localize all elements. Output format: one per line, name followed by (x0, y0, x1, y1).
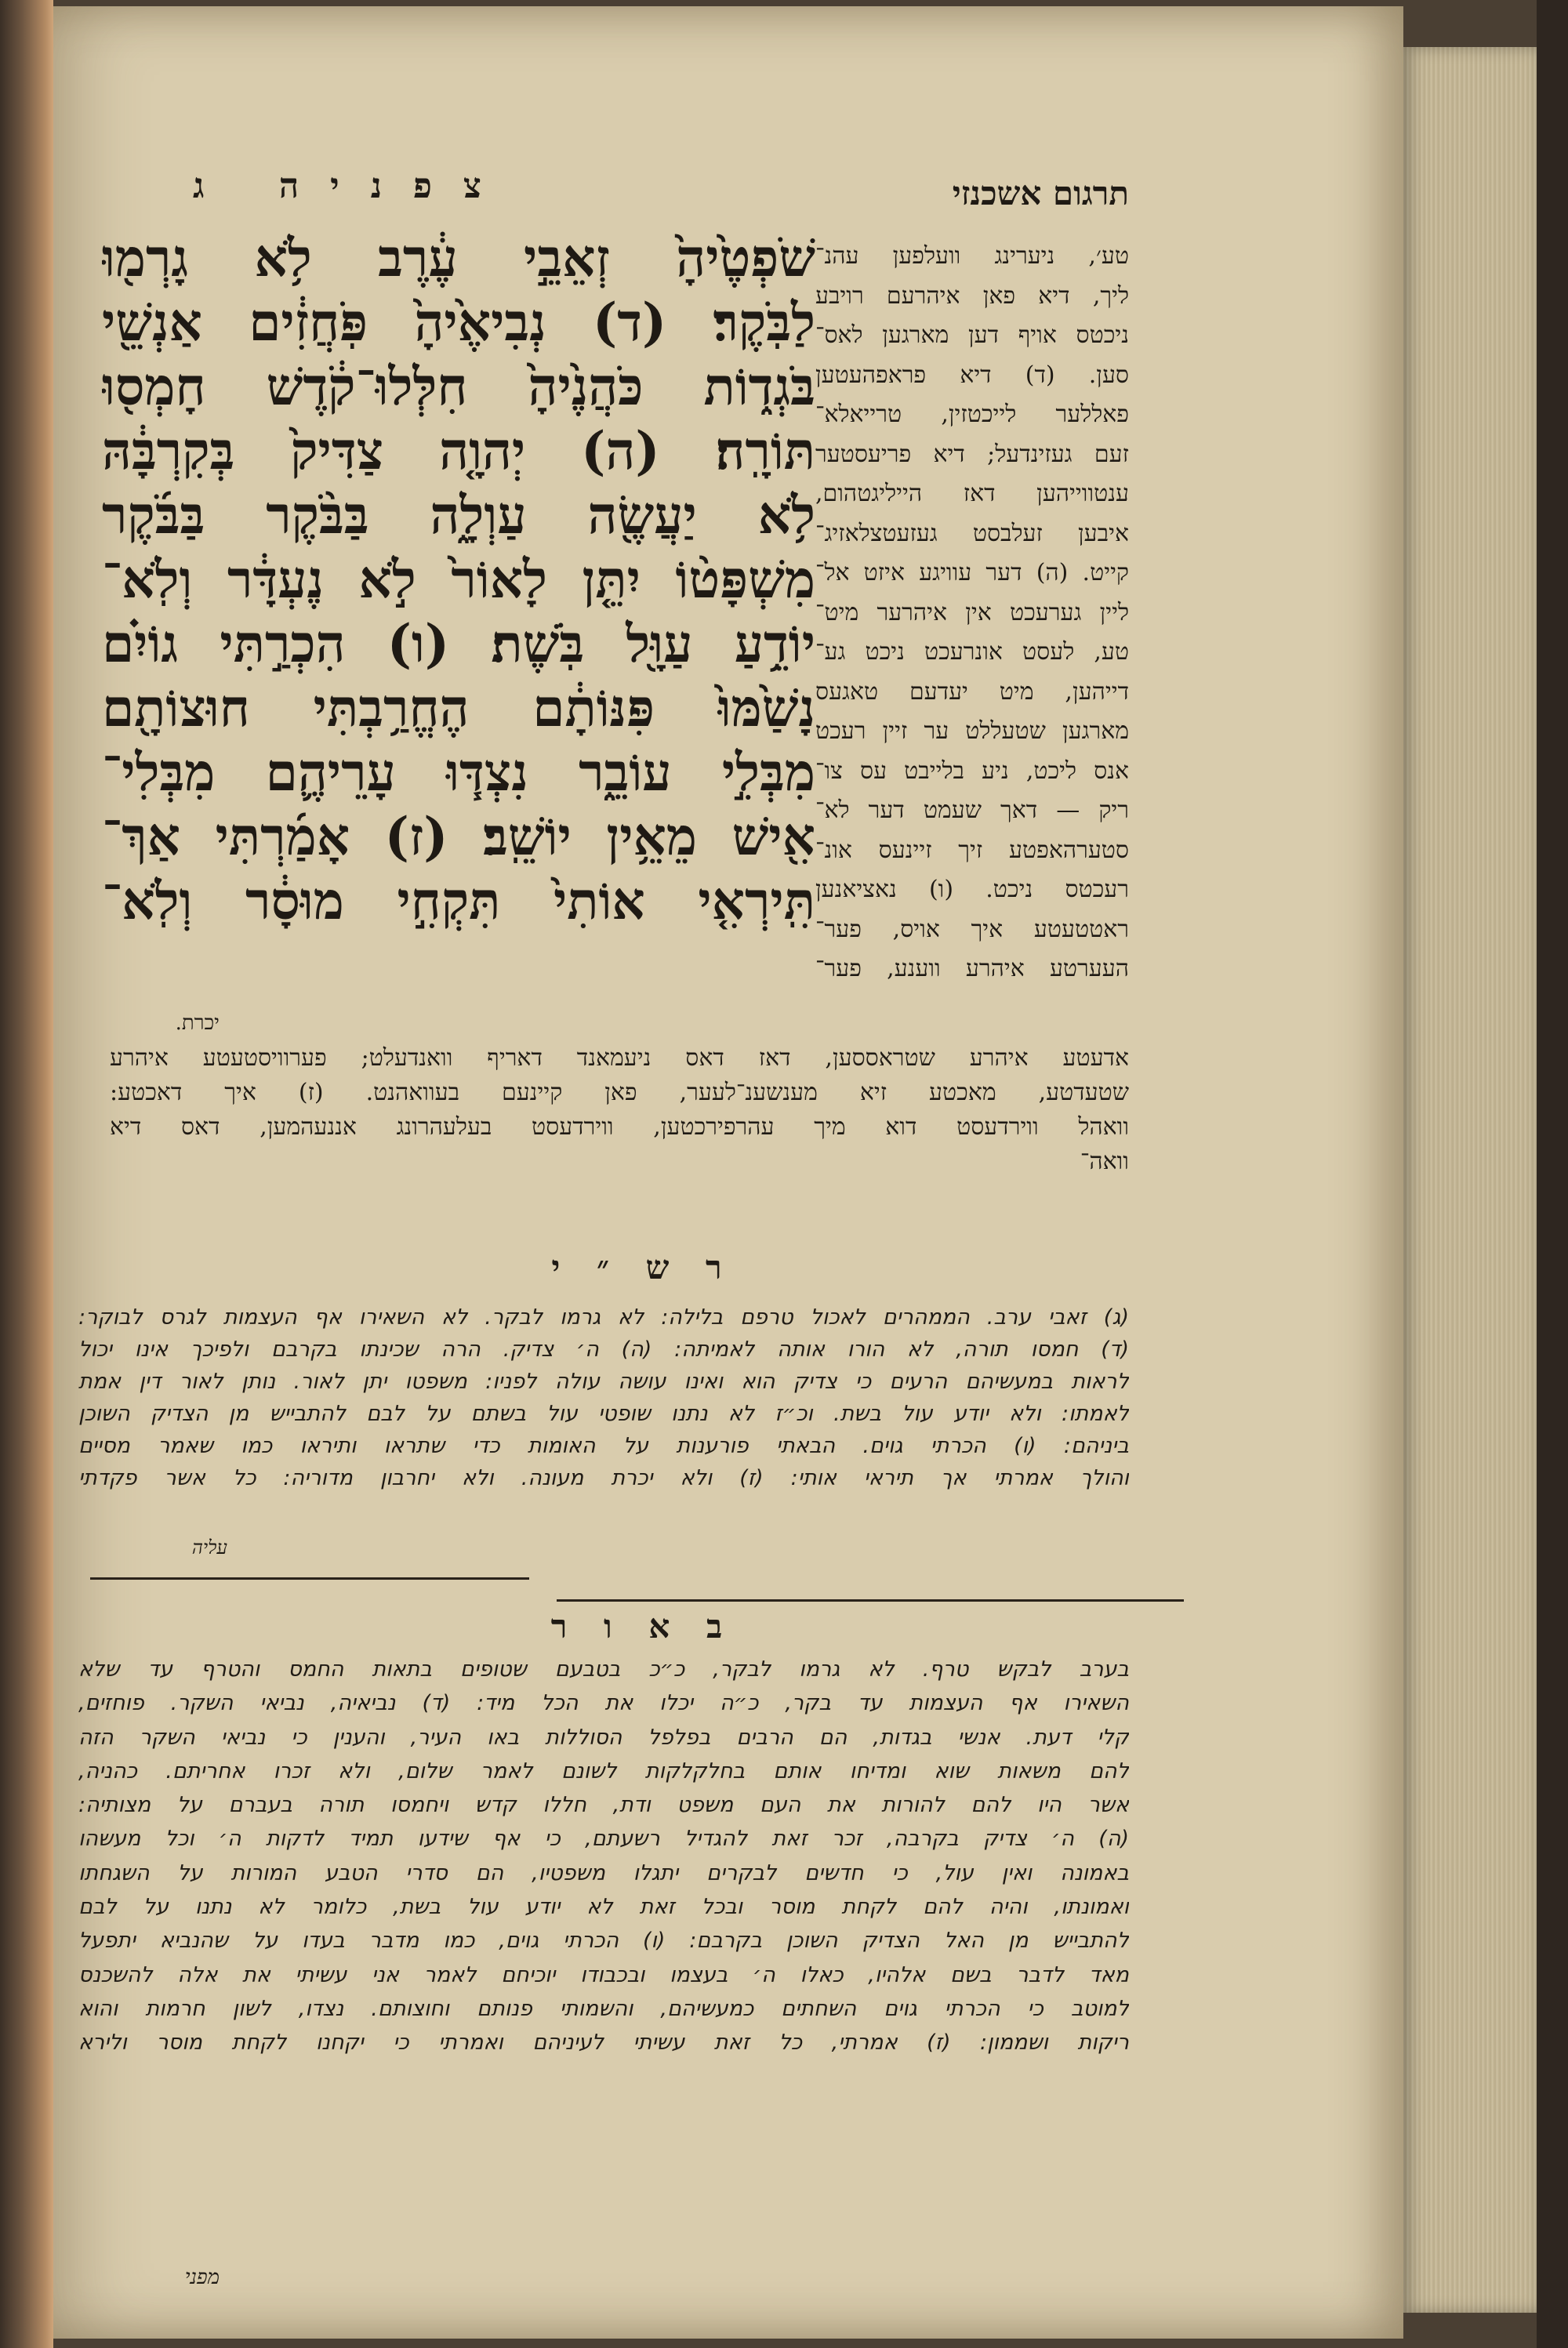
rashi-commentary (78, 1301, 1129, 1494)
book-cover-edge (1537, 0, 1568, 2348)
biur-line: (ה) ה׳ צדיק בקרבה, זכר זאת להגדיל רשעתם, כי אף שידעו תמיד לדקות ה׳ וכל מעשהו (78, 1827, 1129, 1852)
biur-line: בערב לבקש טרף. לא גרמו לבקר, כ״כ בטבעם שטופים בתאות החמס והטרף עד שלא (78, 1657, 1129, 1682)
biblical-line: לַבֹּֽקֶר׃ (ד) נְבִיאֶ֙יהָ֙ פֹּֽחֲזִ֔ים אַנְשֵׁ֖י (102, 292, 815, 353)
running-head-translation: תרגום אשכנזי (952, 174, 1129, 212)
biblical-line: נָשַׁ֙מּוּ֙ פִּנּוֹתָ֔ם הֶחֱרַ֥בְתִּי חוּצוֹתָ֖ם (102, 677, 815, 739)
translation-line: סטערהאפטע זיך זיינעס אונ־ (815, 836, 1129, 864)
translation-full-width (110, 1041, 1129, 1179)
translation-line: אנס ליכט, ניע בלייבט עס צו־ (815, 757, 1129, 785)
biblical-line: תִּֽירְאִ֤י אוֹתִי֙ תִּקְחִ֣י מוּסָ֔ר וְלֹֽא־ (102, 870, 815, 931)
translation-line: ניכטס אויף דען מארגען לאס־ (815, 321, 1129, 349)
translation-line: טע׳, ניערינג וועלפען עהנ־ (815, 242, 1129, 270)
translation-line: רעכטס ניכט. (ו) נאציאנען (815, 876, 1129, 903)
biblical-catchword: יכרת. (175, 1011, 220, 1035)
biur-line: אשר היו להם להורות את העם משפט ודת, חללו קדש ויחמסו תורה בעברם על מצותיה: (78, 1793, 1129, 1818)
translation-line: קייט. (ה) דער עוויגע איזט אל־ (815, 559, 1129, 586)
page-edges (1403, 47, 1537, 2313)
translation-line: טע, לעסט אונרעכט ניכט גע־ (815, 638, 1129, 666)
rashi-line: לראות במעשיהם הרעים כי צדיק הוא ואינו עושה עולה לפניו: משפטו יתן לאור. נותן לאור דין אמת (78, 1370, 1129, 1394)
translation-line: העערטע איהרע ווענע, פער־ (815, 955, 1129, 982)
biblical-line: אִ֖ישׁ מֵאֵ֥ין יוֹשֵֽׁב׃ (ז) אָמַ֜רְתִּי אַךְ־ (102, 806, 815, 867)
rashi-line: (ד) חמסו תורה, לא הורו אותה לאמיתה: (ה) ה׳ צדיק. הרה שכינתו בקרבם ולפיכך אינו יכול (78, 1337, 1129, 1362)
biblical-line: תּוֹרָֽה׃ (ה) יְהוָ֤ה צַדִּיק֙ בְּקִרְבָּ֔הּ (102, 420, 815, 481)
biblical-line: מִבְּלִ֣י עוֹבֵ֑ר נִצְדּ֧וּ עָרֵיהֶ֛ם מִבְּלִי־ (102, 742, 815, 803)
translation-line: סען. (ד) דיא פראפהעטען (815, 361, 1129, 389)
biblical-line: שֹׁפְטֶ֙יהָ֙ זְאֵבֵ֣י עֶ֔רֶב לֹ֥א גָרְמ֖וּ (102, 227, 815, 289)
biur-line: באמונה ואין עול, כי חדשים לבקרים יתגלו משפטיו, הם סדרי הטבע המורות על השגחתו (78, 1860, 1129, 1885)
biblical-line: יוֹדֵ֥עַ עַוָּ֖ל בֹּֽשֶׁת׃ (ו) הִכְרַ֣תִּי גוֹיִ֗ם (102, 613, 815, 674)
biblical-line: מִשְׁפָּט֨וֹ יִתֵּ֤ן לָאוֹר֙ לֹ֣א נֶעְדָּ֔ר וְלֹֽא־ (102, 549, 815, 610)
biblical-line: לֹ֥א יַעֲשֶׂ֖ה עַוְלָ֑ה בַּבֹּ֨קֶר בַּבֹּ֜קֶר (102, 484, 815, 546)
biur-line: למוטב כי הכרתי גוים השחתים כמעשיהם, והשמותי פנותם וחוצותם. נצדו, לשון חרמות והוא (78, 1996, 1129, 2021)
biblical-text-column (102, 226, 815, 933)
rashi-line: ביניהם: (ו) הכרתי גוים. הבאתי פורענות על האומות כדי שתראו ותיראו כמו שאמר מסיים (78, 1434, 1129, 1458)
translation-line: וואה־ (1080, 1148, 1129, 1175)
translation-line: ליך, דיא פאן איהרעם רויבע (815, 281, 1129, 310)
biur-line: ואמונתו, והיה להם לקחת מוסר ובכל זאת לא יודע עול בשת, כלומר לא נתנו על לבם (78, 1895, 1129, 1920)
divider-rule (90, 1577, 529, 1580)
biur-line: ריקות ושממון: (ז) אמרתי, כל זאת עשיתי לעיניהם ואמרתי כי יקחנו לקחת מוסר ולירא (78, 2030, 1129, 2056)
translation-line: ראטטעטע איך אויס, פער־ (815, 915, 1129, 943)
translation-line: פאללער לייכטזין, טרייאלא־ (815, 401, 1129, 428)
translation-line: שטעדטע, מאכטע זיא מענשענ־לעער, פאן קיינעם בעוואהנט. (ז) איך דאכטע: (110, 1079, 1129, 1106)
translation-line: איבען זעלבסט געזעטצלאזיג־ (815, 519, 1129, 547)
rashi-heading: ר ש ״ י (551, 1248, 735, 1287)
translation-line: וואהל ווירדעסט דוא מיך עהרפירכטען, ווירדעסט בעלעהרונג אננעהמען, דאס דיא (110, 1113, 1129, 1141)
translation-line: ענטווייהען דאז הייליגטהום, (815, 480, 1129, 507)
biur-line: מאד לדבר בשם אלהיו, כאלו ה׳ בעצמו ובכבודו יוכיחם לאמר אני עשיתי את אלה להשכנס (78, 1962, 1129, 1987)
translation-line: אדעטע איהרע שטראססען, דאז דאס ניעמאנד דאריף וואנדעלט; פערוויסטעטע איהרע (110, 1044, 1129, 1072)
biur-line: השאירו אף העצמות עד בקר, כ״ה יכלו את הכל מיד: (ד) נביאיה, נביאי השקר. פוחזים, (78, 1691, 1129, 1716)
translation-line: ריק — דאך שעמט דער לא־ (815, 797, 1129, 824)
running-head-book: צפניה ג (193, 166, 513, 206)
rashi-line: (ג) זאבי ערב. הממהרים לאכול טרפם בלילה: לא גרמו לבקר. לא השאירו אף העצמות לגרס לבוקר: (78, 1305, 1129, 1330)
translation-line: דייהען, מיט יעדעם טאגעס (815, 677, 1129, 706)
book-spine-left (0, 0, 53, 2348)
page-catchword: מפני (184, 2266, 220, 2289)
divider-rule (557, 1599, 1184, 1602)
translation-line: מארגען שטעללט ער זיין רעכט (815, 717, 1129, 745)
rashi-line: לאמתו: ולא יודע עול בשת. וכ״ז לא נתנו שופטי עול בשתם על לבם להתבייש מן הצדיק השוכן (78, 1402, 1129, 1426)
translation-column (815, 237, 1129, 989)
biur-commentary (78, 1653, 1129, 2060)
biur-line: קלי דעת. אנשי בגדות, הם הרבים בפלפל הסוללות באו העיר, והענין כי נביאי השקר הזה (78, 1725, 1129, 1750)
biur-line: להתבייש מן האל הצדיק השוכן בקרבם: (ו) הכרתי גוים, כמו מדבר בעדו על שהנביא יתפעל (78, 1929, 1129, 1954)
biur-line: להם משאות שוא ומדיחו אותם בחלקלקות לשונם לאמר שלום, ולא זכרו אחריתם. כהניה, (78, 1758, 1129, 1784)
biur-heading: ב א ו ר (550, 1607, 735, 1646)
translation-line: ליין גערעכט אין איהרער מיט־ (815, 598, 1129, 626)
biblical-line: בֹּגְד֑וֹת כֹּהֲנֶ֙יהָ֙ חִלְּלוּ־קֹ֔דֶשׁ חָמְס֖וּ (102, 356, 815, 417)
rashi-catchword: עליה (191, 1537, 227, 1559)
translation-line: זעם געזינדעל; דיא פריעסטער (815, 440, 1129, 468)
rashi-line: והולך אמרתי אך תיראי אותי: (ז) ולא יכרת מעונה. ולא יחרבון מדוריה: כל אשר פקדתי (78, 1466, 1129, 1490)
